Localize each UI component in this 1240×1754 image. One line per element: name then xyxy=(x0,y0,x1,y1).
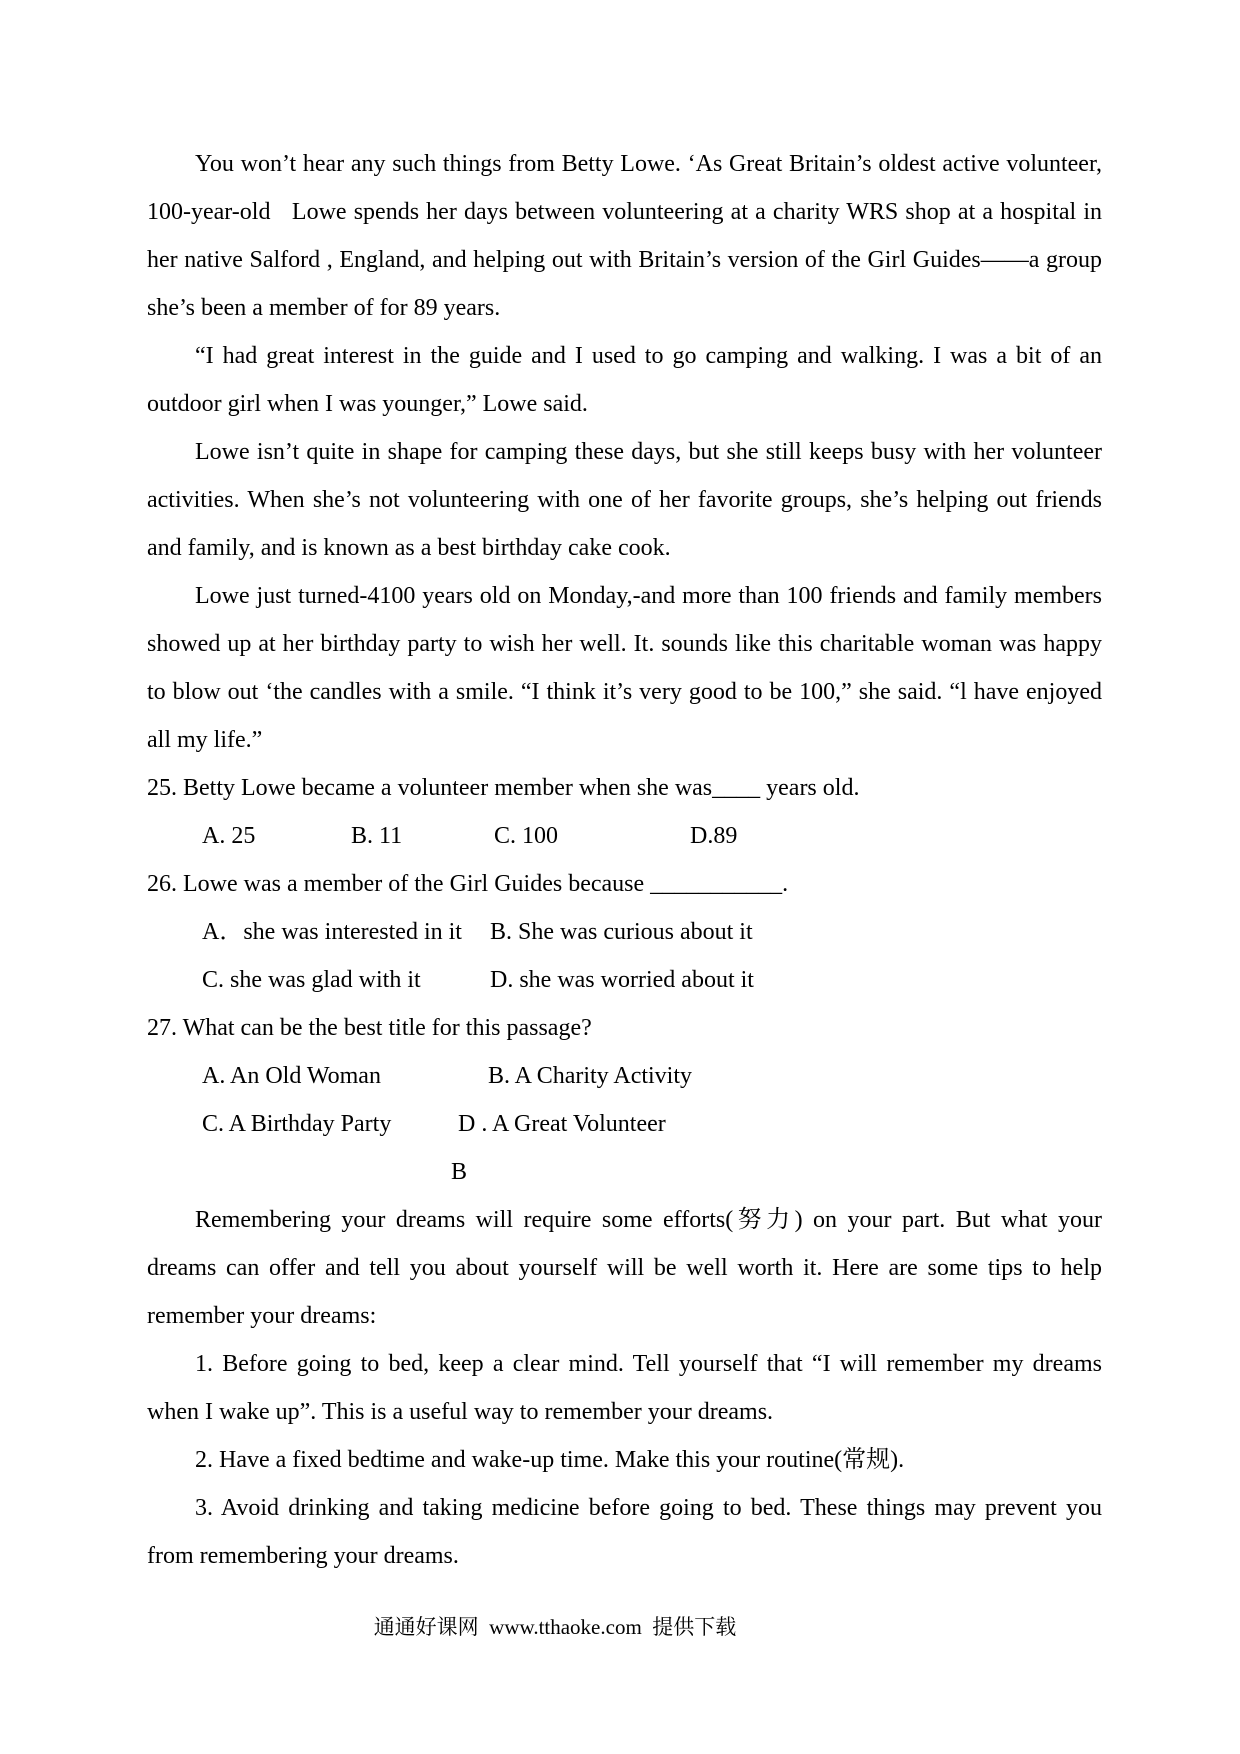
q25-option-b: B. 11 xyxy=(351,823,403,849)
page-content xyxy=(147,140,1102,1580)
q25-option-c: C. 100 xyxy=(494,823,559,849)
question-26: 26. Lowe was a member of the Girl Guides because ___________. xyxy=(147,871,789,897)
q27-option-a: A. An Old Woman xyxy=(202,1063,381,1089)
question-25: 25. Betty Lowe became a volunteer member when she was____ years old. xyxy=(147,775,860,801)
q25-option-d: D.89 xyxy=(690,823,738,849)
footer-watermark: 通通好课网 www.tthaoke.com 提供下载 xyxy=(373,1615,737,1639)
passage-b-tip-1: 1. Before going to bed, keep a clear mind. Tell yourself that “I will remember my dreams when I wake up”. This is a useful way to remember your dreams. xyxy=(147,1351,1102,1425)
q26-option-d: D. she was worried about it xyxy=(490,967,754,993)
question-27: 27. What can be the best title for this passage? xyxy=(147,1015,592,1041)
question-27-options-row-1 xyxy=(147,1052,1102,1100)
q26-option-b: B. She was curious about it xyxy=(490,919,753,945)
passage-a-paragraph-2: “I had great interest in the guide and I used to go camping and walking. I was a bit of an outdoor girl when I was younger,” Lowe said. xyxy=(147,343,1102,417)
q27-option-c: C. A Birthday Party xyxy=(202,1111,392,1137)
passage-a-paragraph-3: Lowe isn’t quite in shape for camping these days, but she still keeps busy with her volunteer activities. When she’s not volunteering with one of her favorite groups, she’s helping out friends and family, and is known as a best birthday cake cook. xyxy=(147,439,1102,561)
passage-b-tip-2: 2. Have a fixed bedtime and wake-up time. Make this your routine(常规). xyxy=(195,1447,905,1473)
passage-b-intro: Remembering your dreams will require some efforts(努力) on your part. But what your dreams can offer and tell you about yourself will be well worth it. Here are some tips to help remember your dreams: xyxy=(147,1207,1102,1329)
q27-option-b: B. A Charity Activity xyxy=(488,1063,693,1089)
q27-option-d: D . A Great Volunteer xyxy=(458,1111,666,1137)
question-26-options-row-1 xyxy=(147,908,1102,956)
passage-b-tip-3: 3. Avoid drinking and taking medicine before going to bed. These things may prevent you from remembering your dreams. xyxy=(147,1495,1102,1569)
question-26-options-row-2 xyxy=(147,956,1102,1004)
q25-option-a: A. 25 xyxy=(202,823,256,849)
q26-option-c: C. she was glad with it xyxy=(202,967,421,993)
question-25-options xyxy=(147,812,1102,860)
q26-option-a: A．she was interested in it xyxy=(202,919,462,945)
section-b-label: B xyxy=(451,1159,468,1185)
passage-a-paragraph-4: Lowe just turned-4100 years old on Monday,-and more than 100 friends and family members showed up at her birthday party to wish her well. It. sounds like this charitable woman was happy to blow out ‘the candles with a smile. “I think it’s very good to be 100,” she said. “l have enjoyed all my life.” xyxy=(147,583,1102,753)
question-27-options-row-2 xyxy=(147,1100,1102,1148)
passage-a-paragraph-1: You won’t hear any such things from Betty Lowe. ‘As Great Britain’s oldest active volunteer, 100-year-old Lowe spends her days between volunteering at a charity WRS shop at a hospital in her native Salford , England, and helping out with Britain’s version of the Girl Guides——a group she’s been a member of for 89 years. xyxy=(147,151,1102,321)
